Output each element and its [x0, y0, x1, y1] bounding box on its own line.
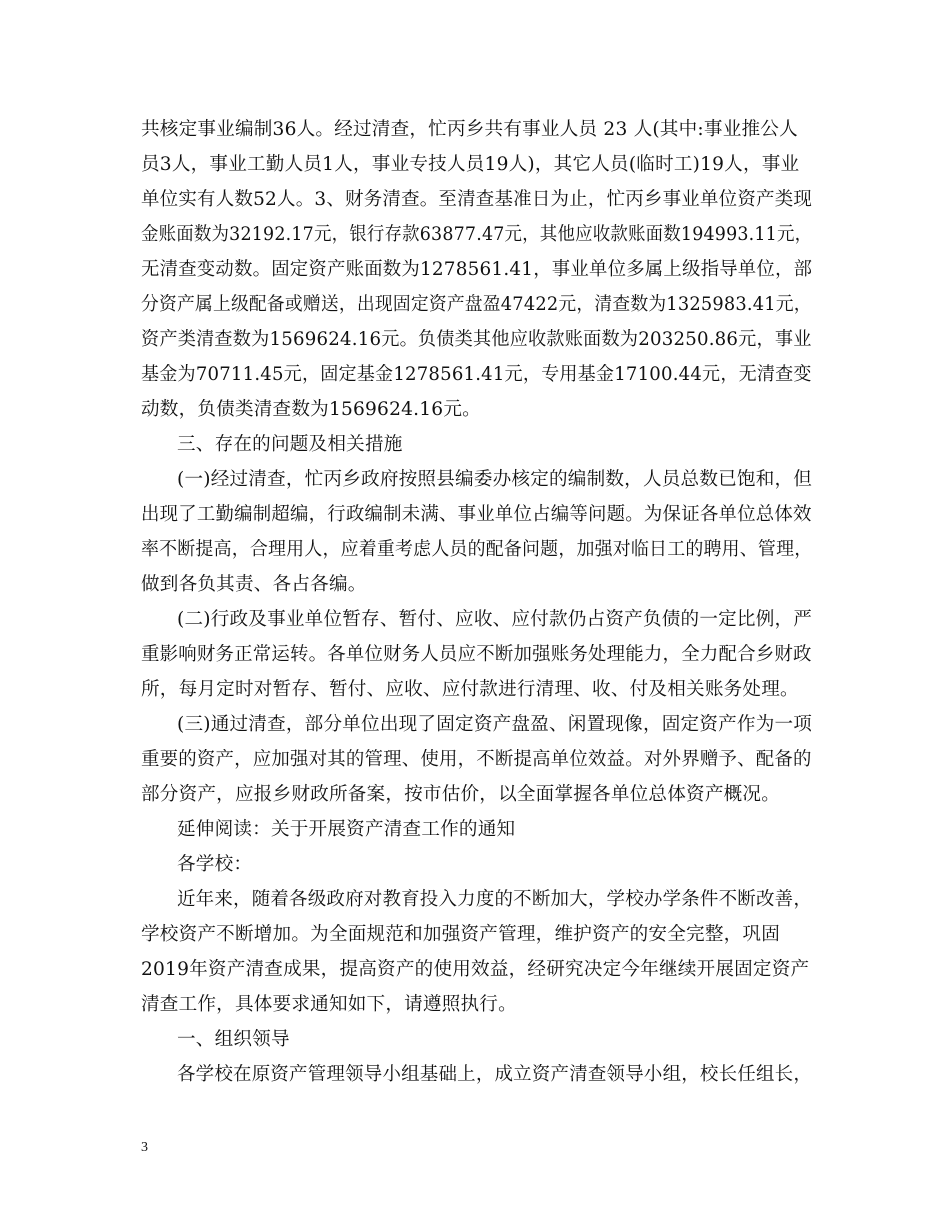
text-line: 所，每月定时对暂存、暂付、应收、应付款进行清理、收、付及相关账务处理。: [141, 679, 799, 700]
section-heading: 三、存在的问题及相关措施: [177, 434, 403, 455]
text-line: 金账面数为32192.17元，银行存款63877.47元，其他应收款账面数194993.11元，: [141, 224, 813, 245]
text-line: 率不断提高，合理用人，应着重考虑人员的配备问题，加强对临日工的聘用、管理，: [141, 539, 813, 560]
text-line: (二)行政及事业单位暂存、暂付、应收、应付款仍占资产负债的一定比例，严: [177, 609, 813, 630]
page-number: 3: [141, 1140, 148, 1155]
text-line: 学校资产不断增加。为全面规范和加强资产管理，维护资产的安全完整，巩固: [141, 924, 780, 945]
text-line: 2019年资产清查成果，提高资产的使用效益，经研究决定今年继续开展固定资产: [141, 959, 810, 980]
text-line: 重影响财务正常运转。各单位财务人员应不断加强账务处理能力，全力配合乡财政: [141, 644, 812, 665]
text-line: 重要的资产，应加强对其的管理、使用，不断提高单位效益。对外界赠予、配备的: [141, 749, 812, 770]
text-line: 动数，负债类清查数为1569624.16元。: [141, 399, 481, 420]
text-line: 无清查变动数。固定资产账面数为1278561.41，事业单位多属上级指导单位，部: [141, 259, 813, 280]
text-line: 各学校在原资产管理领导小组基础上，成立资产清查领导小组，校长任组长，: [177, 1064, 812, 1085]
text-line: 清查工作，具体要求通知如下，请遵照执行。: [141, 994, 517, 1015]
text-line: 共核定事业编制36人。经过清查，忙丙乡共有事业人员 23 人(其中:事业推公人: [141, 119, 798, 140]
text-line: 员3人，事业工勤人员1人，事业专技人员19人)，其它人员(临时工)19人，事业: [141, 154, 800, 175]
text-line: 近年来，随着各级政府对教育投入力度的不断加大，学校办学条件不断改善，: [177, 889, 812, 910]
text-line: 部分资产，应报乡财政所备案，按市估价，以全面掌握各单位总体资产概况。: [141, 784, 780, 805]
text-line: 单位实有人数52人。3、财务清查。至清查基准日为止，忙丙乡事业单位资产类现: [141, 189, 813, 210]
text-line: 出现了工勤编制超编，行政编制未满、事业单位占编等问题。为保证各单位总体效: [141, 504, 812, 525]
salutation: 各学校：: [177, 854, 253, 875]
text-line: (一)经过清查，忙丙乡政府按照县编委办核定的编制数，人员总数已饱和，但: [177, 469, 813, 490]
section-heading: 延伸阅读：关于开展资产清查工作的通知: [177, 819, 516, 840]
text-line: (三)通过清查，部分单位出现了固定资产盘盈、闲置现像，固定资产作为一项: [177, 714, 813, 735]
section-heading: 一、组织领导: [177, 1029, 290, 1050]
text-line: 分资产属上级配备或赠送，出现固定资产盘盈47422元，清查数为1325983.41元，: [141, 294, 812, 315]
text-line: 基金为70711.45元，固定基金1278561.41元，专用基金17100.44元，无清查变: [141, 364, 812, 385]
text-line: 资产类清查数为1569624.16元。负债类其他应收款账面数为203250.86元，事业: [141, 329, 812, 350]
text-line: 做到各负其责、各占各编。: [141, 574, 367, 595]
